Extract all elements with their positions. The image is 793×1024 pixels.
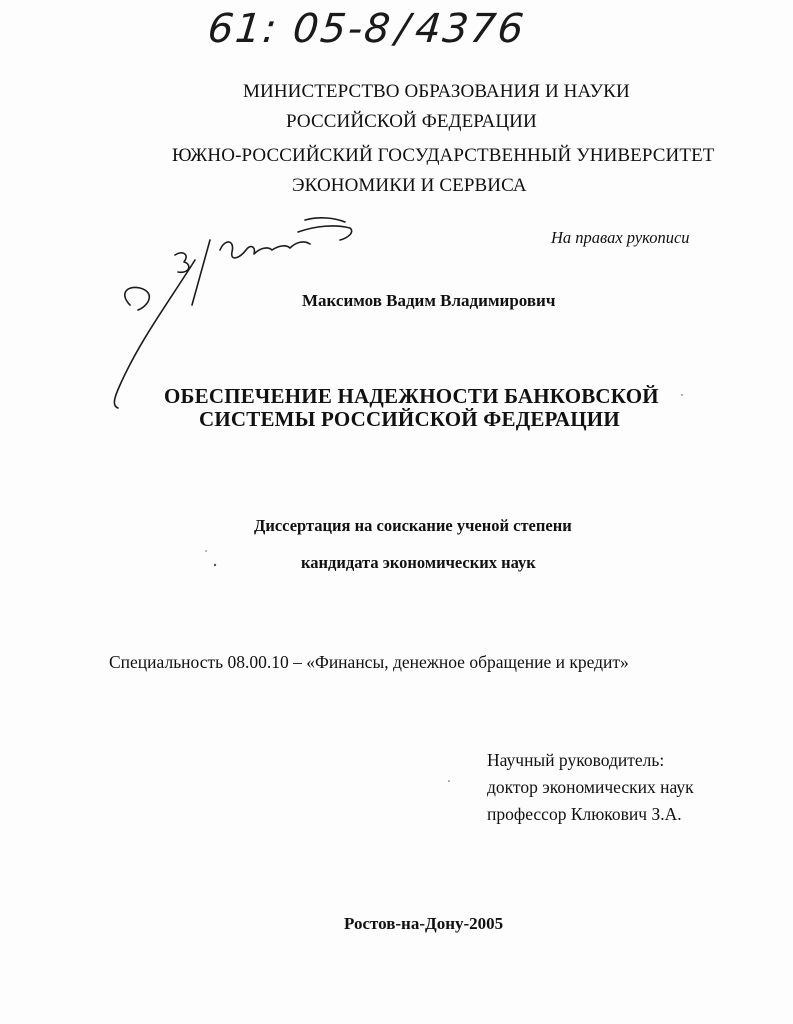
advisor-name: профессор Клюкович З.А. [487,804,682,824]
university-line-1: ЮЖНО-РОССИЙСКИЙ ГОСУДАРСТВЕННЫЙ УНИВЕРСИТЕТ [172,145,715,166]
ministry-line-1: МИНИСТЕРСТВО ОБРАЗОВАНИЯ И НАУКИ [243,81,630,102]
specialty-line: Специальность 08.00.10 – «Финансы, денежное обращение и кредит» [109,652,629,672]
archive-number-part1: 61: 05-8 [205,6,395,52]
advisor-label: Научный руководитель: [487,750,665,770]
degree-line-2: кандидата экономических наук [301,553,536,572]
degree-line-1: Диссертация на соискание ученой степени [254,516,572,535]
archive-number-part2: 4376 [412,6,528,52]
ministry-line-2: РОССИЙСКОЙ ФЕДЕРАЦИИ [286,111,537,132]
author-name: Максимов Вадим Владимирович [302,291,556,310]
handwritten-archive-number [206,6,528,52]
thesis-title-line-2: СИСТЕМЫ РОССИЙСКОЙ ФЕДЕРАЦИИ [199,407,620,431]
manuscript-note: На правах рукописи [551,228,690,247]
thesis-title-line-1: ОБЕСПЕЧЕНИЕ НАДЕЖНОСТИ БАНКОВСКОЙ [164,384,659,408]
place-and-year: Ростов-на-Дону-2005 [344,914,504,933]
archive-number-slash: / [393,6,414,52]
university-line-2: ЭКОНОМИКИ И СЕРВИСА [292,175,527,196]
advisor-degree: доктор экономических наук [487,777,694,797]
